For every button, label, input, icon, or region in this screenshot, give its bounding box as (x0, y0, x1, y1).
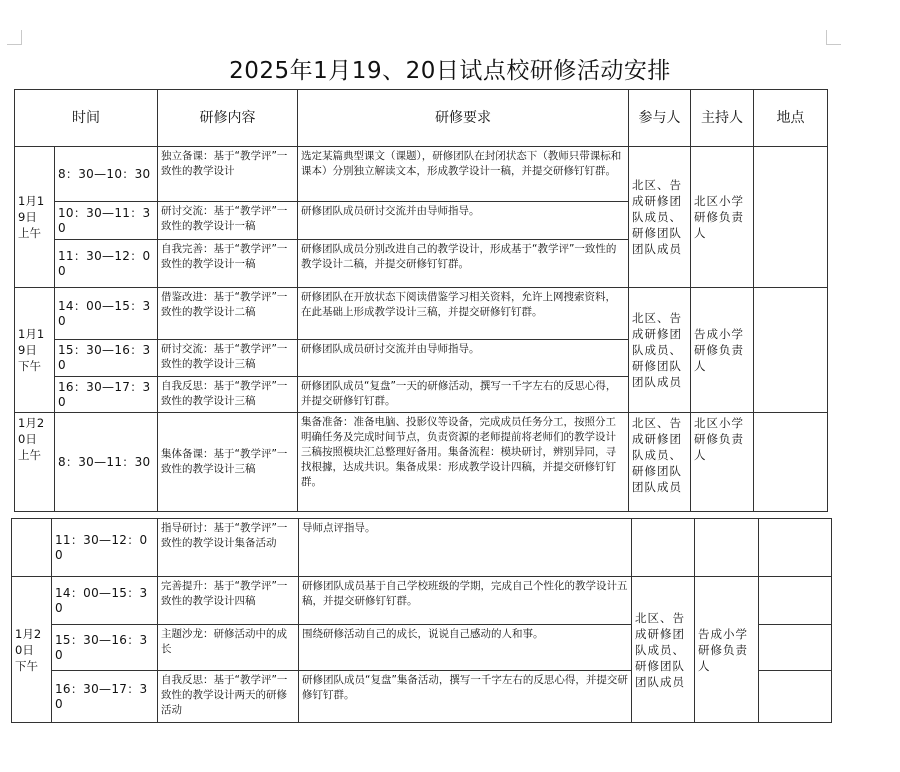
location (754, 147, 828, 288)
time-slot: 14：00—15：30 (55, 288, 158, 340)
location (759, 519, 832, 577)
header-row (15, 90, 828, 147)
schedule-table-continued (11, 518, 832, 723)
table-row (12, 577, 832, 625)
location (759, 671, 832, 723)
session-date (12, 519, 52, 577)
activity-content: 主题沙龙：研修活动中的成长 (158, 625, 299, 671)
location (759, 577, 832, 625)
activity-content: 借鉴改进：基于“教学评”一致性的教学设计二稿 (158, 288, 298, 340)
location (754, 288, 828, 413)
host (695, 519, 759, 577)
header-requirement: 研修要求 (298, 90, 629, 147)
activity-requirement: 研修团队在开放状态下阅读借鉴学习相关资料，允许上网搜索资料，在此基础上形成教学设计三稿，并提交研修钉钉群。 (298, 288, 629, 340)
time-slot: 14：00—15：30 (52, 577, 158, 625)
time-slot: 16：30—17：30 (52, 671, 158, 723)
page-corner-mark (826, 30, 841, 45)
activity-requirement: 选定某篇典型课文（课题），研修团队在封闭状态下（教师只带课标和课本）分别独立解读文本，形成教学设计一稿，并提交研修钉钉群。 (298, 147, 629, 202)
table-row (15, 288, 828, 340)
participants: 北区、告成研修团队成员、研修团队团队成员 (629, 147, 691, 288)
time-slot: 10：30—11：30 (55, 202, 158, 240)
activity-requirement: 导师点评指导。 (299, 519, 632, 577)
header-host: 主持人 (691, 90, 754, 147)
activity-content: 研讨交流：基于“教学评”一致性的教学设计一稿 (158, 202, 298, 240)
location (759, 625, 832, 671)
time-slot: 15：30—16：30 (52, 625, 158, 671)
participants: 北区、告成研修团队成员、研修团队团队成员 (629, 288, 691, 413)
table-row (15, 413, 828, 512)
table-row (12, 519, 832, 577)
time-slot: 11：30—12：00 (52, 519, 158, 577)
activity-content: 研讨交流：基于“教学评”一致性的教学设计三稿 (158, 340, 298, 377)
header-location: 地点 (754, 90, 828, 147)
time-slot: 8：30—10：30 (55, 147, 158, 202)
table-row (15, 147, 828, 202)
activity-content: 自我反思：基于“教学评”一致性的教学设计三稿 (158, 377, 298, 413)
host: 北区小学研修负责人 (691, 413, 754, 512)
activity-requirement: 研修团队成员基于自己学校班级的学期，完成自己个性化的教学设计五稿，并提交研修钉钉群。 (299, 577, 632, 625)
session-date: 1月19日 下午 (15, 288, 55, 413)
page-corner-mark (7, 30, 22, 45)
session-date: 1月20日 上午 (15, 413, 55, 512)
activity-requirement: 集备准备：准备电脑、投影仪等设备，完成成员任务分工，按照分工明确任务及完成时间节点，负责资源的老师提前将老师们的教学设计三稿按照模块汇总整理好备用。集备流程：模块研讨，辨别异同，寻找根據，达成共识。集备成果：形成教学设计四稿，并提交研修钉钉群。 (298, 413, 629, 512)
activity-content: 集体备课：基于“教学评”一致性的教学设计三稿 (158, 413, 298, 512)
activity-content: 自我完善：基于“教学评”一致性的教学设计一稿 (158, 240, 298, 288)
time-slot: 8：30—11：30 (55, 413, 158, 512)
document-title: 2025年1月19、20日试点校研修活动安排 (229, 58, 671, 84)
activity-content: 指导研讨：基于“教学评”一致性的教学设计集备活动 (158, 519, 299, 577)
activity-requirement: 围绕研修活动自己的成长，说说自己感动的人和事。 (299, 625, 632, 671)
activity-requirement: 研修团队成员研讨交流并由导师指导。 (298, 340, 629, 377)
activity-content: 完善提升：基于“教学评”一致性的教学设计四稿 (158, 577, 299, 625)
participants: 北区、告成研修团队成员、研修团队团队成员 (629, 413, 691, 512)
activity-content: 自我反思：基于“教学评”一致性的教学设计两天的研修活动 (158, 671, 299, 723)
host: 告成小学研修负责人 (695, 577, 759, 723)
participants: 北区、告成研修团队成员、研修团队团队成员 (632, 577, 695, 723)
activity-requirement: 研修团队成员“复盘”集备活动，撰写一千字左右的反思心得，并提交研修钉钉群。 (299, 671, 632, 723)
activity-requirement: 研修团队成员分别改进自己的教学设计，形成基于“教学评”一致性的教学设计二稿，并提交研修钉钉群。 (298, 240, 629, 288)
schedule-table (14, 89, 828, 512)
header-content: 研修内容 (158, 90, 298, 147)
host: 北区小学研修负责人 (691, 147, 754, 288)
header-time: 时间 (15, 90, 158, 147)
header-participants: 参与人 (629, 90, 691, 147)
activity-requirement: 研修团队成员研讨交流并由导师指导。 (298, 202, 629, 240)
participants (632, 519, 695, 577)
host: 告成小学研修负责人 (691, 288, 754, 413)
activity-content: 独立备课：基于“教学评”一致性的教学设计 (158, 147, 298, 202)
activity-requirement: 研修团队成员“复盘”一天的研修活动，撰写一千字左右的反思心得，并提交研修钉钉群。 (298, 377, 629, 413)
location (754, 413, 828, 512)
session-date: 1月19日 上午 (15, 147, 55, 288)
time-slot: 16：30—17：30 (55, 377, 158, 413)
time-slot: 15：30—16：30 (55, 340, 158, 377)
time-slot: 11：30—12：00 (55, 240, 158, 288)
session-date: 1月20日 下午 (12, 577, 52, 723)
